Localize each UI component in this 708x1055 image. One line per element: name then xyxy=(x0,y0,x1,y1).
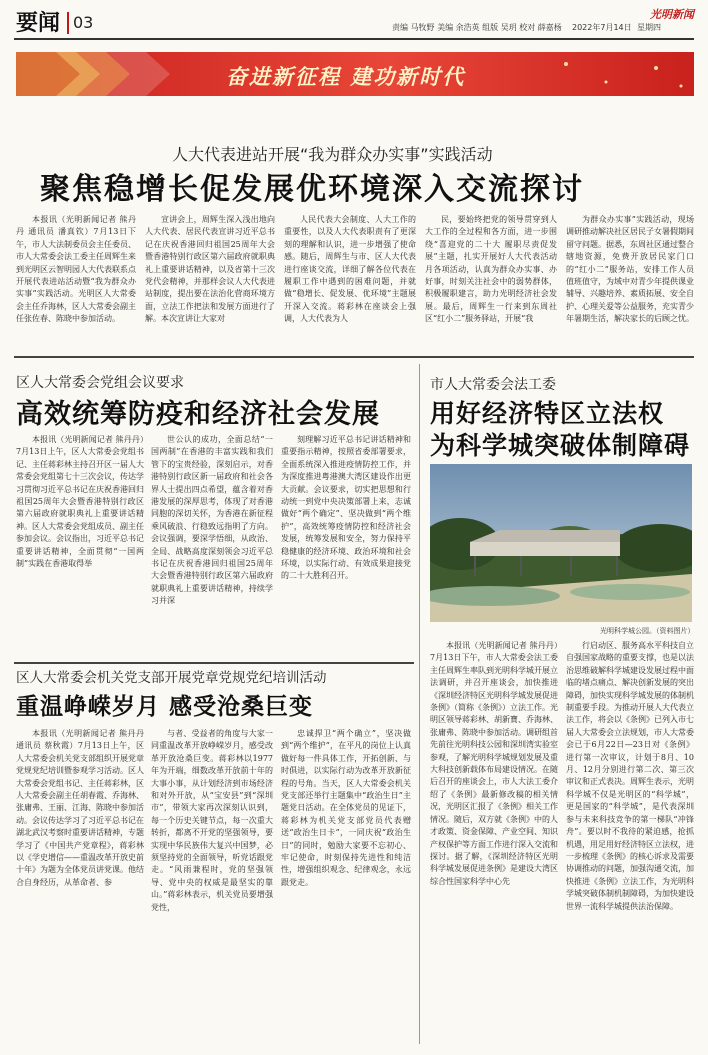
article1-col-1: 本报讯（光明新闻记者 熊丹丹 通讯员 潘真钦）7月13日下午，市人大法制委员会主任委员、市人大常委会法工委主任周辉生来到光明区云智明园人大代表联系点开展代表进站活动暨“我为群众办实事”实践活动。光明区人大常委会主任乔海林，区人大常委会副主任张佐春、陈晓中参加活动。 xyxy=(16,215,136,324)
article3-title-line1: 用好经济特区立法权 xyxy=(430,399,665,428)
editors-credit: 责编 马牧野 美编 余浩英 组版 吴玥 校对 薛嘉杨 xyxy=(392,23,562,32)
slogan-banner xyxy=(16,52,694,96)
sparkle-decoration xyxy=(536,52,694,96)
issue-date: 2022年7月14日 xyxy=(572,23,632,32)
article1-col-5: 为群众办实事”实践活动，现场调研推动解决社区居民子女暑假期间留守问题。据悉，东周社区通过整合辖地资源，免费开放居民家门口的“红小二”服务站，安排工作人员值班值守，为域中对青少年提供课业辅导、兴趣培养、素质拓展、安全自护、心理关爱等公益服务，充实青少年暑期生活，解决家长的后顾之忧。 xyxy=(566,215,694,324)
section-rule-1 xyxy=(14,356,694,358)
issue-weekday: 星期四 xyxy=(637,23,661,32)
article4-col-2: 与者、受益者的角度与大家一同重温改革开放峥嵘岁月，感受改革开放沧桑巨变。蒋彩林以1977年为开端，细数改革开放前十年的大事小事，从计划经济到市场经济和对外开放，从“宝安县”到“深圳市”，带领大家再次深刻认识到，每一个历史关键节点，每一次重大转折，都离不开党的坚强领导，要实现中华民族伟大复兴中国梦，必须坚持党的全面领导，听党话跟党走。“风雨兼程时，党的坚强领导、党中央的权威是最坚实的靠山。”蒋彩林表示，机关党员要增强党性， xyxy=(151,729,273,912)
section-label: 要闻 xyxy=(16,11,61,36)
article4-col-3: 忠诚捍卫“两个确立”，坚决做到“两个维护”，在平凡的岗位上认真做好每一件具体工作，开拓创新、与时俱进，以实际行动为改革开放新征程的号角。当天，区人大常委会机关党支部还举行主题集中“政治生日”主题党日活动。在全体党员的见证下，蒋彩林为机关党支部党员代表赠送“政治生日卡”，一同庆祝“政治生日”的同时，勉励大家要不忘初心、牢记使命，时刻保持先进性和纯洁性，增强组织观念、纪律观念，永远跟党走。 xyxy=(281,729,411,887)
science-city-park-photo xyxy=(430,464,692,622)
article4-col-1: 本报讯（光明新闻记者 熊丹丹 通讯员 蔡秋霞）7月13日上午，区人大常委会机关党支部组织开展党章党规党纪培训暨参观学习活动。区人大常委会党组书记、主任蒋彩林，区人大常委会副主任胡春霞、乔海林、张庸弗、王丽、江海、陈晓中参加活动。会议传达学习了习近平总书记在湖北武汉考察时重要讲话精神，专题学习了《中国共产党章程》，蒋彩林以《学史增信——重温改革开放史前十年》为题为全体党员讲党课。他结合自身经历，从革命者、参 xyxy=(16,729,144,887)
article4-title: 重温峥嵘岁月 感受沧桑巨变 xyxy=(16,693,314,720)
column-rule xyxy=(419,364,420,1044)
article1-col-2: 宣讲会上，周辉生深入浅出地向人大代表、居民代表宣讲习近平总书记在庆祝香港回归祖国25周年大会暨香港特别行政区第六届政府就职典礼上重要讲话精神，以及省第十三次党代会精神，并那样会议人大代表进站制度，提出要在法治化营商环境方面，立法工作把法和发展方面进行了解。本次宣讲让大家对 xyxy=(145,215,275,324)
page-divider xyxy=(67,12,69,34)
article3-col-2: 行启动区、服务高水平科技自立自强国家战略的重要支撑，也是以法治思维破解科学城建设发展过程中面临的堵点痛点、解决创新发展的突出障碍，加快实现科学城发展的体制机制重要手段。为推动开展人大代表立法工作，将会以《条例》已列入市七届人大常委会立法规划，市人大常委会已于6月22日—23日对《条例》进行第一次审议，计划于8月、10月、12月分别进行第二次、第三次审议和正式表决。周辉生表示，光明科学城不仅是光明区的“科学城”，更是国家的“科学城”，是代表深圳参与未来科技竞争的第一梯队“冲锋舟”。要以时不我待的紧迫感，抢抓机遇，用足用好经济特区立法权，进一步梳理《条例》的核心诉求及需要协调推动的问题，加强沟通交流，加快推进《条例》立法工作，为光明科学城突破体制机制障碍，为加快建设世界一流科学城提供法治保障。 xyxy=(566,641,694,911)
article2-col-1: 本报讯（光明新闻记者 熊丹丹）7月13日上午，区人大常委会党组书记、主任蒋彩林主持召开区一届人大常委会党组第七十三次会议，传达学习贯彻习近平总书记在庆祝香港回归祖国25周年大会暨香港特别行政区第六届政府就职典礼上重要讲话精神。区人大常委会党组成员、副主任参加会议。会议指出，习近平总书记重要讲话精神，全面贯彻“一国两制”实践在香港取得举 xyxy=(16,435,144,569)
article1-kicker: 人大代表进站开展“我为群众办实事”实践活动 xyxy=(172,145,493,164)
photo-caption: 光明科学城公园。（资料图片） xyxy=(600,627,695,635)
section-rule-2 xyxy=(14,662,414,664)
page-number: 03 xyxy=(73,13,94,32)
article1-title: 聚焦稳增长促发展优环境深入交流探讨 xyxy=(40,172,584,207)
newspaper-logo: 光明新闻 xyxy=(650,8,694,21)
article1-col-4: 民，要始终把党的领导贯穿到人大工作的全过程和各方面，进一步围绕“喜迎党的二十大 履职尽责促发展”主题，扎实开展好人大代表活动月各项活动，认真为群众办实事、办好事，时刻关注社会中的弱势群体，积极履职建言，助力光明经济社会发展。最后，周辉生一行来到东周社区“红小二”服务驿站，开展“我 xyxy=(425,215,557,324)
article3-kicker: 市人大常委会法工委 xyxy=(430,377,556,393)
park-illustration xyxy=(430,464,692,622)
article2-title: 高效统筹防疫和经济社会发展 xyxy=(16,399,380,430)
article2-col-2: 世公认的成功，全面总结“一国两制”在香港的丰富实践和我们管下的宝贵经验，深刻启示，对香港特别行政区新一届政府和社会各界人士提出四点希望，蕴含着对香港发展的深厚思考，体现了对香港同胞的深切关怀，为香港在新征程乘风破浪、行稳致远指明了方向。会议强调，要深学悟细，从政治、全局、战略高度深刻领会习近平总书记在庆祝香港回归祖国25周年大会暨香港特别行政区第六届政府就职典礼上重要讲话精神，持续学习并深 xyxy=(151,435,273,606)
article2-col-3: 刻理解习近平总书记讲话精神和重要指示精神，按照省委部署要求，全面系统深入推进疫情防控工作，并为深度推进粤港澳大湾区建设作出更大贡献。会议要求，切实把思想和行动统一到党中央决策部署上来，志诚做好“两个确定”、坚决做到“两个维护”，高效统筹疫情防控和经济社会发展，统筹发展和安全，努力保持平稳健康的经济环境、政治环境和社会环境，以实际行动、有效成果迎接党的二十大胜利召开。 xyxy=(281,435,411,581)
banner-slogan: 奋进新征程 建功新时代 xyxy=(226,64,466,89)
chevron-decoration xyxy=(16,52,216,96)
article2-kicker: 区人大常委会党组会议要求 xyxy=(16,375,184,391)
masthead-rule xyxy=(14,38,694,40)
article4-kicker: 区人大常委会机关党支部开展党章党规党纪培训活动 xyxy=(16,670,327,686)
article3-col-1: 本报讯（光明新闻记者 熊丹丹）7月13日下午，市人大常委会法工委主任周辉生率队到光明科学城开展立法调研，并召开座谈会，加快推进《深圳经济特区光明科学城发展促进条例》（简称《条例》）立法工作。光明区领导蒋彩林、胡新寶、乔海林、张庸弗、陈晓中参加活动。调研组首先前往光明科技公园和深圳湾实验室参观，了解光明科学城规划发展及重大科技创新载体布局建设情况。在随后召开的座谈会上，市人大法工委介绍了《条例》最新修改稿的相关情况，光明区汇报了《条例》相关工作情况。随后，双方就《条例》中的人才政策、资金保障、产业空间、知识产权保护等方面工作进行深入交流和探讨。据了解，《深圳经济特区光明科学城发展促进条例》是建设大湾区综合性国家科学中心先 xyxy=(430,641,558,886)
article1-col-3: 人民代表大会制度、人大工作的重要性，以及人大代表职责有了更深刻的理解和认识，进一步增强了使命感。随后，周辉生与市、区人大代表进行座谈交流，详细了解各位代表在履职工作中遇到的困难问题，并就做“稳增长、促发展、优环境”主题展开深入交流。蒋彩林在座谈会上强调，人大代表为人 xyxy=(284,215,416,324)
article3-title-line2: 为科学城突破体制障碍 xyxy=(430,431,691,460)
